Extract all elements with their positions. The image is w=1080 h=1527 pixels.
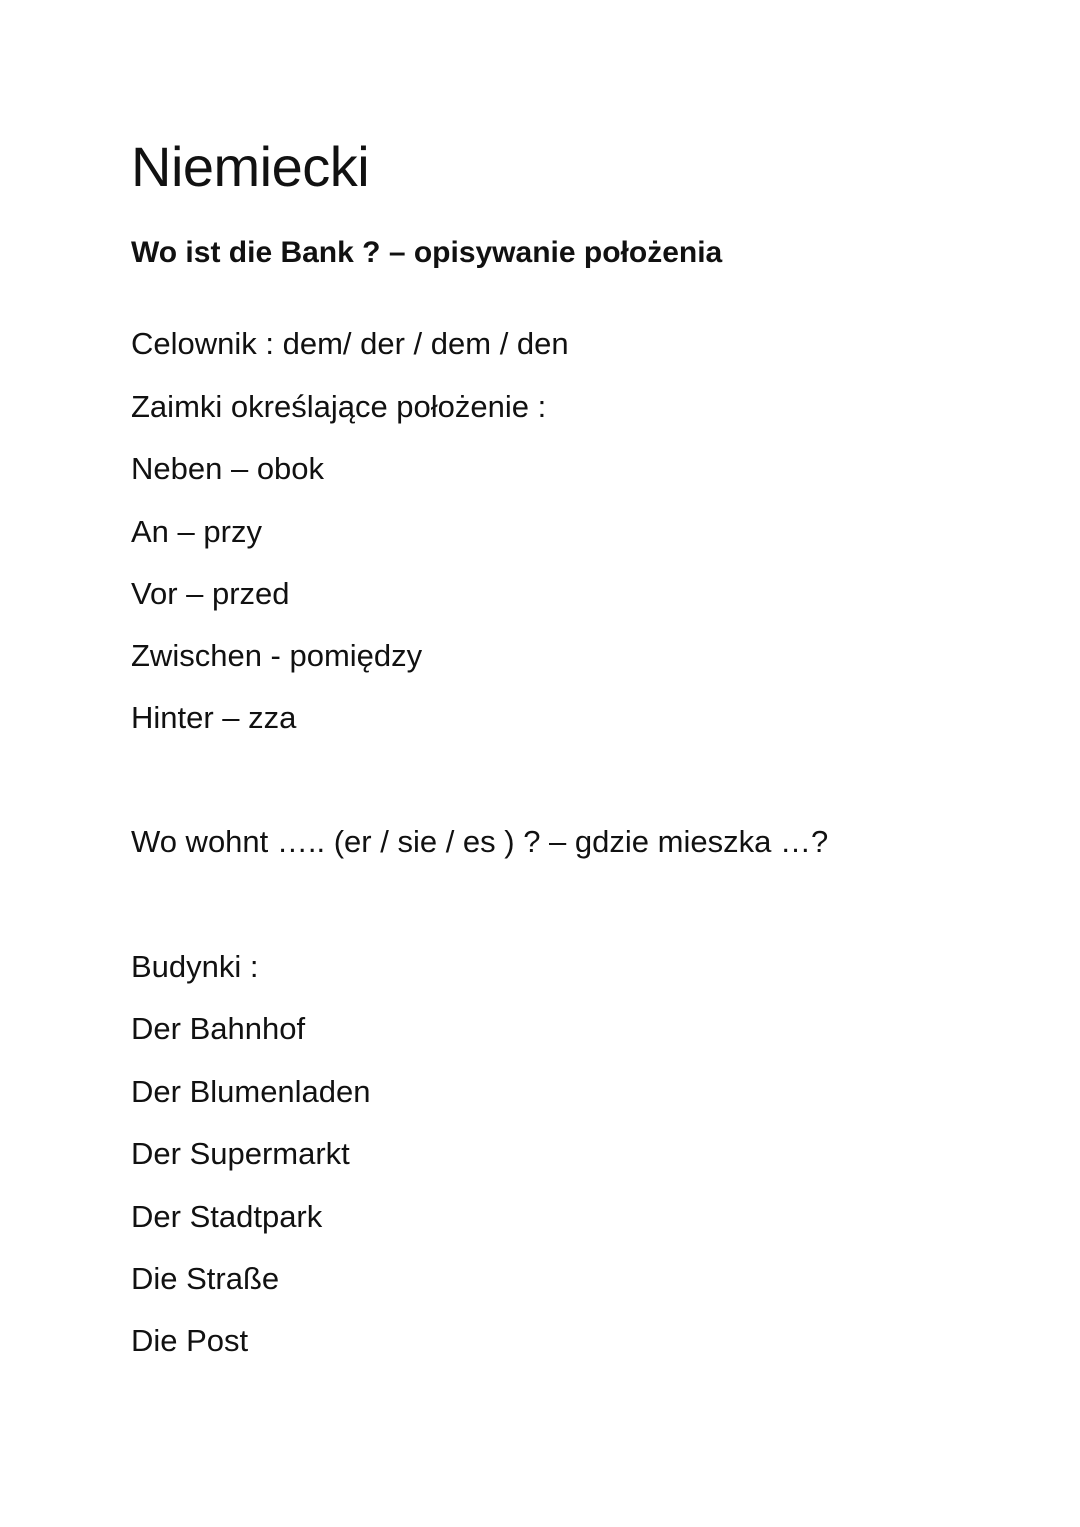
preposition-item: An – przy [131,514,262,549]
pronouns-heading: Zaimki określające położenie : [131,389,547,424]
building-item: Die Post [131,1323,249,1358]
question-line: Wo wohnt ….. (er / sie / es ) ? – gdzie mieszka …? [131,824,829,859]
preposition-item: Zwischen - pomiędzy [131,638,423,673]
page-title: Niemiecki [131,135,370,198]
buildings-heading: Budynki : [131,949,259,984]
building-item: Der Stadtpark [131,1199,323,1234]
preposition-item: Neben – obok [131,451,325,486]
dative-line: Celownik : dem/ der / dem / den [131,326,569,361]
building-item: Der Supermarkt [131,1136,350,1171]
building-item: Die Straße [131,1261,280,1296]
preposition-item: Hinter – zza [131,700,297,735]
subtitle: Wo ist die Bank ? – opisywanie położenia [131,236,723,269]
preposition-item: Vor – przed [131,576,290,611]
building-item: Der Blumenladen [131,1074,371,1109]
building-item: Der Bahnhof [131,1011,306,1046]
